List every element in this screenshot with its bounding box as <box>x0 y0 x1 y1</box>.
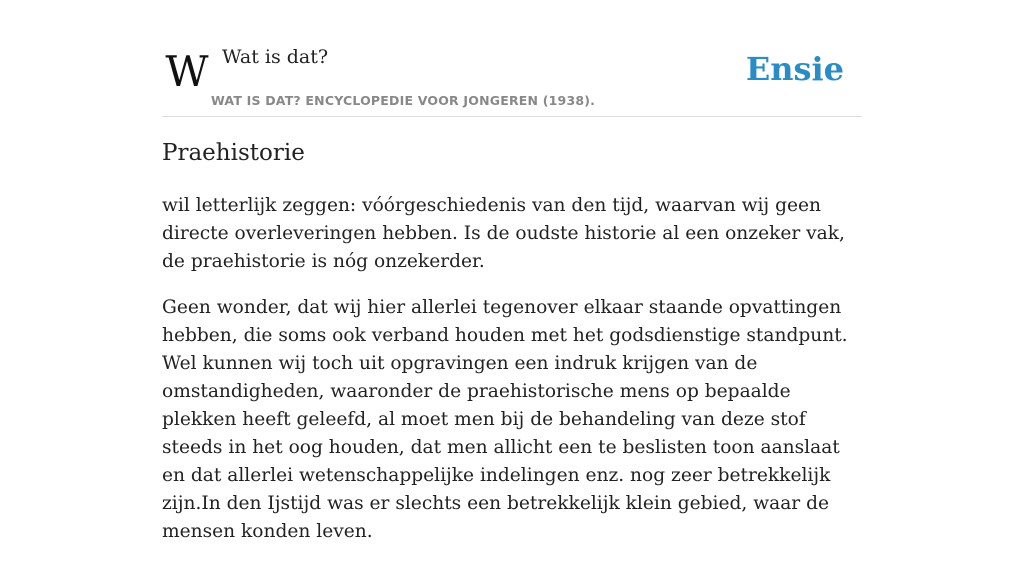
header <box>162 0 862 117</box>
svg-text:W: W <box>165 48 209 94</box>
entry-body <box>162 192 862 564</box>
wikipedia-w-icon <box>164 48 210 94</box>
page <box>162 0 862 542</box>
source-subtitle: WAT IS DAT? ENCYCLOPEDIE VOOR JONGEREN (1938). <box>211 93 596 108</box>
entry-paragraph: Geen wonder, dat wij hier allerlei tegenover elkaar staande opvattingen hebben, die soms ook verband houden met het godsdienstige standpunt. Wel kunnen wij toch uit opgravingen een indruk krijgen van de omstandigheden, waaronder de praehistorische mens op bepaalde plekken heeft geleefd, al moet men bij de behandeling van deze stof steeds in het oog houden, dat men allicht een te beslisten toon aanslaat en dat allerlei wetenschappelijke indelingen enz. nog zeer betrekkelijk zijn.In den Ijstijd was er slechts een betrekkelijk klein gebied, waar de mensen konden leven. <box>162 297 848 542</box>
brand-logo-link[interactable]: Ensie <box>745 50 844 88</box>
entry-title: Praehistorie <box>162 140 305 166</box>
entry-paragraph: wil letterlijk zeggen: vóórgeschiedenis van den tijd, waarvan wij geen directe overleveringen hebben. Is de oudste historie al een onzeker vak, de praehistorie is nóg onzekerder. <box>162 195 845 272</box>
source-title[interactable]: Wat is dat? <box>222 46 329 68</box>
